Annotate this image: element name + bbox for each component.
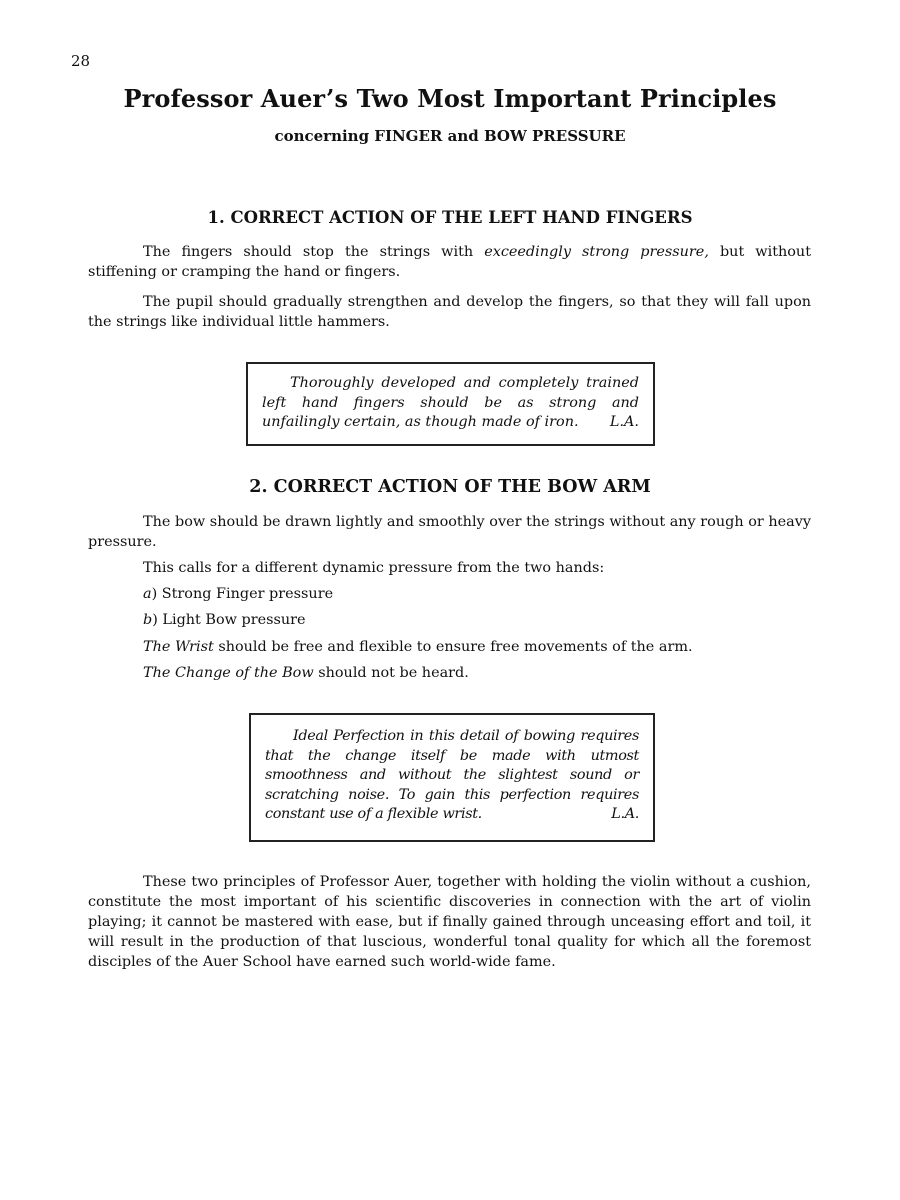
page-title: Professor Auer’s Two Most Important Principles [123,84,777,113]
section-1-heading: 1. CORRECT ACTION OF THE LEFT HAND FINGERS [207,208,693,227]
section-2-paragraph-1: The bow should be drawn lightly and smoothly over the strings without any rough or heavy pressure. [88,514,811,550]
wrist-line: The Wrist should be free and flexible to ensure free movements of the arm. [143,639,693,655]
quote-box-bowing [249,713,655,842]
quote-bowing: Ideal Perfection in this detail of bowing requires that the change itself be made with utmost smoothness and without the slightest sound or scratching noise. To gain this perfection requires constant use of a flexible wrist. L.A. [265,727,639,825]
emphasis-strong-pressure: exceedingly strong pressure, [484,244,709,260]
quote-fingers: Thoroughly developed and completely trained left hand fingers should be as strong and unfailingly certain, as though made of iron. L.A. [262,374,639,433]
list-item-a: a) Strong Finger pressure [143,586,334,602]
section-1-paragraph-1: The fingers should stop the strings with exceedingly strong pressure, but without stiffening or cramping the hand or fingers. [88,244,811,280]
section-2-paragraph-2: This calls for a different dynamic pressure from the two hands: [143,560,605,576]
list-item-b: b) Light Bow pressure [143,612,306,628]
page-number: 28 [71,52,91,70]
quote-signature: L.A. [609,414,639,430]
section-2-heading: 2. CORRECT ACTION OF THE BOW ARM [249,477,651,497]
page-subtitle: concerning FINGER and BOW PRESSURE [274,127,626,145]
quote-box-fingers [246,362,655,446]
section-1-paragraph-2: The pupil should gradually strengthen and develop the fingers, so that they will fall upon the strings like individual little hammers. [88,294,811,330]
bow-change-line: The Change of the Bow should not be heard. [143,665,469,681]
closing-paragraph: These two principles of Professor Auer, together with holding the violin without a cushion, constitute the most important of his scientific discoveries in connection with the art of violin playing; it cannot be mastered with ease, but if finally gained through unceasing effort and toil, it will result in the production of that luscious, wonderful tonal quality for which all the foremost disciples of the Auer School have earned such world-wide fame. [88,874,811,970]
quote-signature: L.A. [611,806,639,822]
